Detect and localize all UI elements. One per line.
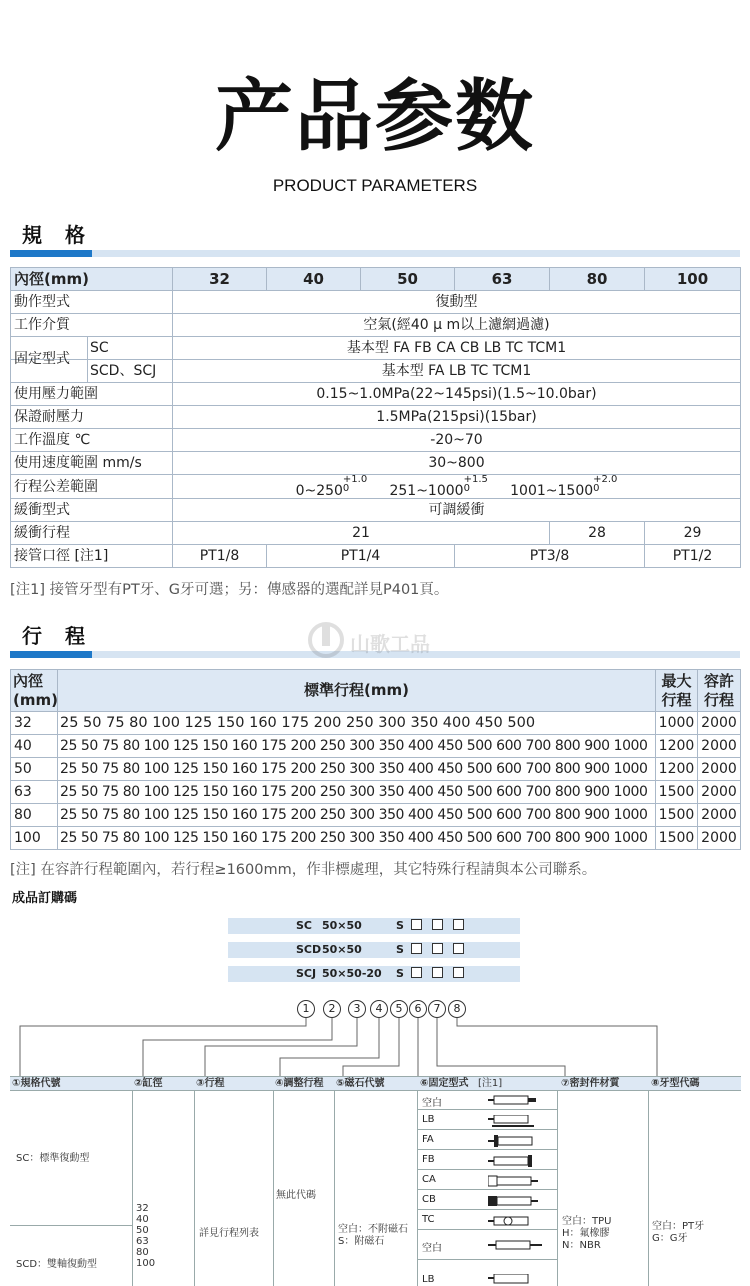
stroke-allow: 2000 xyxy=(698,758,741,781)
spec-label: 接管口徑 [注1] xyxy=(11,545,173,568)
code-size: 50×50-20 xyxy=(322,967,382,980)
thread-item: 空白：PT牙 xyxy=(652,1221,705,1232)
spec-header-cell: 40 xyxy=(267,268,361,291)
spec-value: PT1/4 xyxy=(267,545,455,568)
tolerance-value xyxy=(173,475,741,499)
seal-item: 空白：TPU xyxy=(562,1216,612,1227)
spec-value: PT3/8 xyxy=(455,545,645,568)
spec-row xyxy=(11,360,741,383)
stroke-list: 25 50 75 80 100 125 150 160 175 200 250 300 350 400 450 500 xyxy=(58,712,656,735)
code-box xyxy=(432,943,443,954)
stroke-note: [注] 在容許行程範圍內，若行程≥1600mm，作非標處理，其它特殊行程請與本公司聯系。 xyxy=(10,862,597,878)
adjust-text: 無此代碼 xyxy=(276,1190,316,1201)
stroke-bore: 50 xyxy=(11,758,58,781)
watermark-logo xyxy=(306,620,456,660)
code-model: SCJ xyxy=(296,967,317,980)
code-s: S xyxy=(396,919,404,932)
cylinder-tc-icon xyxy=(488,1215,538,1227)
stroke-header-allow: 容許 行程 xyxy=(698,670,741,712)
bore-item: 100 xyxy=(136,1258,156,1269)
row-divider xyxy=(10,1225,132,1226)
order-col-header: ⑥固定型式 xyxy=(420,1078,469,1089)
stroke-allow: 2000 xyxy=(698,827,741,850)
stroke-header-row xyxy=(11,670,741,712)
spec-value: 0.15~1.0MPa(22~145psi)(1.5~10.0bar) xyxy=(173,383,741,406)
code-box xyxy=(411,919,422,930)
spec-value: 基本型 FA FB CA CB LB TC TCM1 xyxy=(173,337,741,360)
magnet-list xyxy=(338,1224,408,1248)
mount-row xyxy=(418,1190,557,1210)
spec-value: 30~800 xyxy=(173,452,741,475)
stroke-bore: 32 xyxy=(11,712,58,735)
code-size: 50×50 xyxy=(322,943,362,956)
stroke-row xyxy=(11,758,741,781)
spec-label: 使用壓力範圍 xyxy=(11,383,173,406)
spec-label: 使用速度範圍 mm/s xyxy=(11,452,173,475)
mount-row xyxy=(418,1230,557,1260)
mount-row xyxy=(418,1150,557,1170)
spec-label: 緩衝行程 xyxy=(11,522,173,545)
order-col-header: ①規格代號 xyxy=(12,1078,61,1089)
stroke-header-std: 標準行程(mm) xyxy=(58,670,656,712)
code-circle: 5 xyxy=(390,1000,408,1018)
col-divider xyxy=(557,1091,558,1286)
stroke-list: 25 50 75 80 100 125 150 160 175 200 250 300 350 400 450 500 600 700 800 900 1000 xyxy=(58,827,656,850)
order-table xyxy=(10,1076,741,1285)
spec-value: 1.5MPa(215psi)(15bar) xyxy=(173,406,741,429)
spec-label: 行程公差範圍 xyxy=(11,475,173,499)
cylinder-cb-icon xyxy=(488,1195,538,1207)
spec-header-cell: 50 xyxy=(361,268,455,291)
mount-row xyxy=(418,1110,557,1130)
mount-code: 空白 xyxy=(422,1098,442,1109)
mount-code: CA xyxy=(422,1174,436,1185)
spec-scd-text: SCD：雙軸復動型 xyxy=(16,1259,98,1270)
spec-value: 復動型 xyxy=(173,291,741,314)
cylinder-double-rod-icon xyxy=(488,1240,544,1250)
page-subtitle: PRODUCT PARAMETERS xyxy=(272,176,478,195)
spec-value: 28 xyxy=(550,522,645,545)
cylinder-ca-icon xyxy=(488,1175,538,1187)
col-divider xyxy=(648,1091,649,1286)
order-col-header: ⑤磁石代號 xyxy=(336,1078,385,1089)
stroke-row xyxy=(11,735,741,758)
stroke-max: 1500 xyxy=(656,827,698,850)
tolerance-range: 0~250 xyxy=(295,483,343,499)
spec-row xyxy=(11,522,741,545)
stroke-max: 1000 xyxy=(656,712,698,735)
stroke-max: 1200 xyxy=(656,758,698,781)
spec-row xyxy=(11,499,741,522)
spec-header-cell: 32 xyxy=(173,268,267,291)
spec-value: -20~70 xyxy=(173,429,741,452)
mount-code: TC xyxy=(422,1214,435,1225)
stroke-bore: 100 xyxy=(11,827,58,850)
order-code-bar xyxy=(228,942,520,958)
seal-item: N：NBR xyxy=(562,1240,601,1251)
spec-value: 29 xyxy=(645,522,741,545)
seal-item: H：氟橡膠 xyxy=(562,1228,610,1239)
cylinder-basic-icon xyxy=(488,1095,538,1105)
bore-list xyxy=(136,1203,155,1269)
spec-row xyxy=(11,545,741,568)
stroke-row xyxy=(11,827,741,850)
spec-row xyxy=(11,314,741,337)
spec-value: PT1/8 xyxy=(173,545,267,568)
bore-item: 40 xyxy=(136,1214,149,1225)
stroke-list: 25 50 75 80 100 125 150 160 175 200 250 300 350 400 450 500 600 700 800 900 1000 xyxy=(58,781,656,804)
stroke-ref-text: 詳見行程列表 xyxy=(199,1228,259,1239)
seal-list xyxy=(562,1216,611,1252)
order-col-header: ⑦密封件材質 xyxy=(561,1078,620,1089)
stroke-bore: 80 xyxy=(11,804,58,827)
spec-value: 空氣(經40 μ m以上濾網過濾) xyxy=(173,314,741,337)
code-box xyxy=(453,943,464,954)
stroke-header-max: 最大 行程 xyxy=(656,670,698,712)
order-code-bar xyxy=(228,918,520,934)
col-divider xyxy=(194,1091,195,1286)
mount-row xyxy=(418,1170,557,1190)
stroke-max: 1500 xyxy=(656,804,698,827)
mount-code: CB xyxy=(422,1194,436,1205)
code-box xyxy=(432,967,443,978)
order-code-bar xyxy=(228,966,520,982)
stroke-row xyxy=(11,712,741,735)
mount-row xyxy=(418,1210,557,1230)
spec-row xyxy=(11,337,741,360)
tolerance-range: 251~1000 xyxy=(389,483,464,499)
mount-scd-label: SCD、SCJ xyxy=(87,360,156,382)
code-box xyxy=(432,919,443,930)
order-col-header: ②缸徑 xyxy=(134,1078,163,1089)
spec-row xyxy=(11,406,741,429)
code-size: 50×50 xyxy=(322,919,362,932)
code-s: S xyxy=(396,967,404,980)
mount-code: LB xyxy=(422,1274,435,1285)
tolerance-lower: 0 xyxy=(463,483,470,494)
spec-header-row xyxy=(11,268,741,291)
tolerance-upper: +1.0 xyxy=(342,474,368,485)
col-divider xyxy=(132,1091,133,1286)
spec-label: 動作型式 xyxy=(11,291,173,314)
spec-row xyxy=(11,475,741,499)
mount-row xyxy=(418,1130,557,1150)
spec-label: 保證耐壓力 xyxy=(11,406,173,429)
mount-code: LB xyxy=(422,1114,435,1125)
code-circle: 8 xyxy=(448,1000,466,1018)
stroke-header-bore: 內徑 (mm) xyxy=(11,670,58,712)
spec-value: 可調緩衝 xyxy=(173,499,741,522)
mount-row xyxy=(418,1270,557,1285)
order-col-note: [注1] xyxy=(478,1078,503,1089)
stroke-allow: 2000 xyxy=(698,735,741,758)
spec-section-bar xyxy=(10,250,740,257)
watermark-icon xyxy=(306,620,346,660)
cylinder-fb-icon xyxy=(488,1155,538,1167)
order-col-header: ④調整行程 xyxy=(275,1078,324,1089)
cylinder-lb-icon xyxy=(488,1274,538,1285)
bore-item: 50 xyxy=(136,1225,149,1236)
spec-value: 基本型 FA LB TC TCM1 xyxy=(173,360,741,383)
spec-sc-text: SC：標準復動型 xyxy=(16,1153,90,1164)
mount-code: 空白 xyxy=(422,1243,442,1254)
spec-header-cell: 100 xyxy=(645,268,741,291)
thread-list xyxy=(652,1221,704,1245)
tolerance-upper: +2.0 xyxy=(593,474,618,485)
stroke-max: 1500 xyxy=(656,781,698,804)
order-section-title: 成品訂購碼 xyxy=(12,891,78,906)
tolerance-range: 1001~1500 xyxy=(510,483,594,499)
stroke-allow: 2000 xyxy=(698,712,741,735)
tolerance-lower: 0 xyxy=(342,483,350,494)
spec-value: PT1/2 xyxy=(645,545,741,568)
code-circle: 2 xyxy=(323,1000,341,1018)
stroke-allow: 2000 xyxy=(698,781,741,804)
code-circle: 1 xyxy=(297,1000,315,1018)
stroke-bore: 63 xyxy=(11,781,58,804)
spec-value: 21 xyxy=(173,522,550,545)
code-circle: 3 xyxy=(348,1000,366,1018)
col-divider xyxy=(273,1091,274,1286)
code-model: SCD xyxy=(296,943,322,956)
magnet-item: S：附磁石 xyxy=(338,1236,385,1247)
spec-section-heading: 規 格 xyxy=(22,223,93,247)
spec-header-cell: 63 xyxy=(455,268,550,291)
code-s: S xyxy=(396,943,404,956)
spec-table xyxy=(10,267,741,568)
stroke-table xyxy=(10,669,741,850)
spec-label-mount-2 xyxy=(11,360,173,383)
mount-code: FA xyxy=(422,1134,434,1145)
mount-sc-label: SC xyxy=(87,337,109,359)
spec-row xyxy=(11,452,741,475)
spec-header-bore: 內徑(mm) xyxy=(11,268,173,291)
spec-label: 工作介質 xyxy=(11,314,173,337)
stroke-section-heading: 行 程 xyxy=(22,624,93,648)
code-circle: 4 xyxy=(370,1000,388,1018)
stroke-max: 1200 xyxy=(656,735,698,758)
spec-row xyxy=(11,291,741,314)
mount-label: 固定型式 xyxy=(14,351,70,367)
bore-item: 80 xyxy=(136,1247,149,1258)
bore-item: 63 xyxy=(136,1236,149,1247)
spec-row xyxy=(11,383,741,406)
thread-item: G：G牙 xyxy=(652,1233,688,1244)
stroke-allow: 2000 xyxy=(698,804,741,827)
order-col-header: ⑧牙型代碼 xyxy=(651,1078,700,1089)
spec-note: [注1] 接管牙型有PT牙、G牙可選；另：傳感器的選配詳見P401頁。 xyxy=(10,582,449,598)
mount-row xyxy=(418,1090,557,1110)
code-circle: 6 xyxy=(409,1000,427,1018)
spec-label: 緩衝型式 xyxy=(11,499,173,522)
stroke-row xyxy=(11,781,741,804)
order-col-header: ③行程 xyxy=(196,1078,225,1089)
tolerance-upper: +1.5 xyxy=(463,474,488,485)
spec-header-cell: 80 xyxy=(550,268,645,291)
page-title: 产品参数 xyxy=(214,72,535,162)
code-model: SC xyxy=(296,919,312,932)
mount-code: FB xyxy=(422,1154,435,1165)
code-box xyxy=(453,967,464,978)
bore-item: 32 xyxy=(136,1203,149,1214)
tolerance-lower: 0 xyxy=(593,483,600,494)
watermark-text: 山歌工品 xyxy=(350,632,430,656)
spec-label-mount xyxy=(11,337,173,367)
stroke-list: 25 50 75 80 100 125 150 160 175 200 250 300 350 400 450 500 600 700 800 900 1000 xyxy=(58,758,656,781)
cylinder-lb-icon xyxy=(488,1115,538,1127)
stroke-list: 25 50 75 80 100 125 150 160 175 200 250 300 350 400 450 500 600 700 800 900 1000 xyxy=(58,735,656,758)
magnet-item: 空白：不附磁石 xyxy=(338,1224,408,1235)
col-divider xyxy=(334,1091,335,1286)
stroke-row xyxy=(11,804,741,827)
code-box xyxy=(453,919,464,930)
stroke-bore: 40 xyxy=(11,735,58,758)
code-circle: 7 xyxy=(428,1000,446,1018)
code-box xyxy=(411,967,422,978)
stroke-list: 25 50 75 80 100 125 150 160 175 200 250 300 350 400 450 500 600 700 800 900 1000 xyxy=(58,804,656,827)
connector-lines xyxy=(0,1018,750,1076)
spec-label: 工作溫度 ℃ xyxy=(11,429,173,452)
code-box xyxy=(411,943,422,954)
spec-row xyxy=(11,429,741,452)
cylinder-fa-icon xyxy=(488,1135,538,1147)
